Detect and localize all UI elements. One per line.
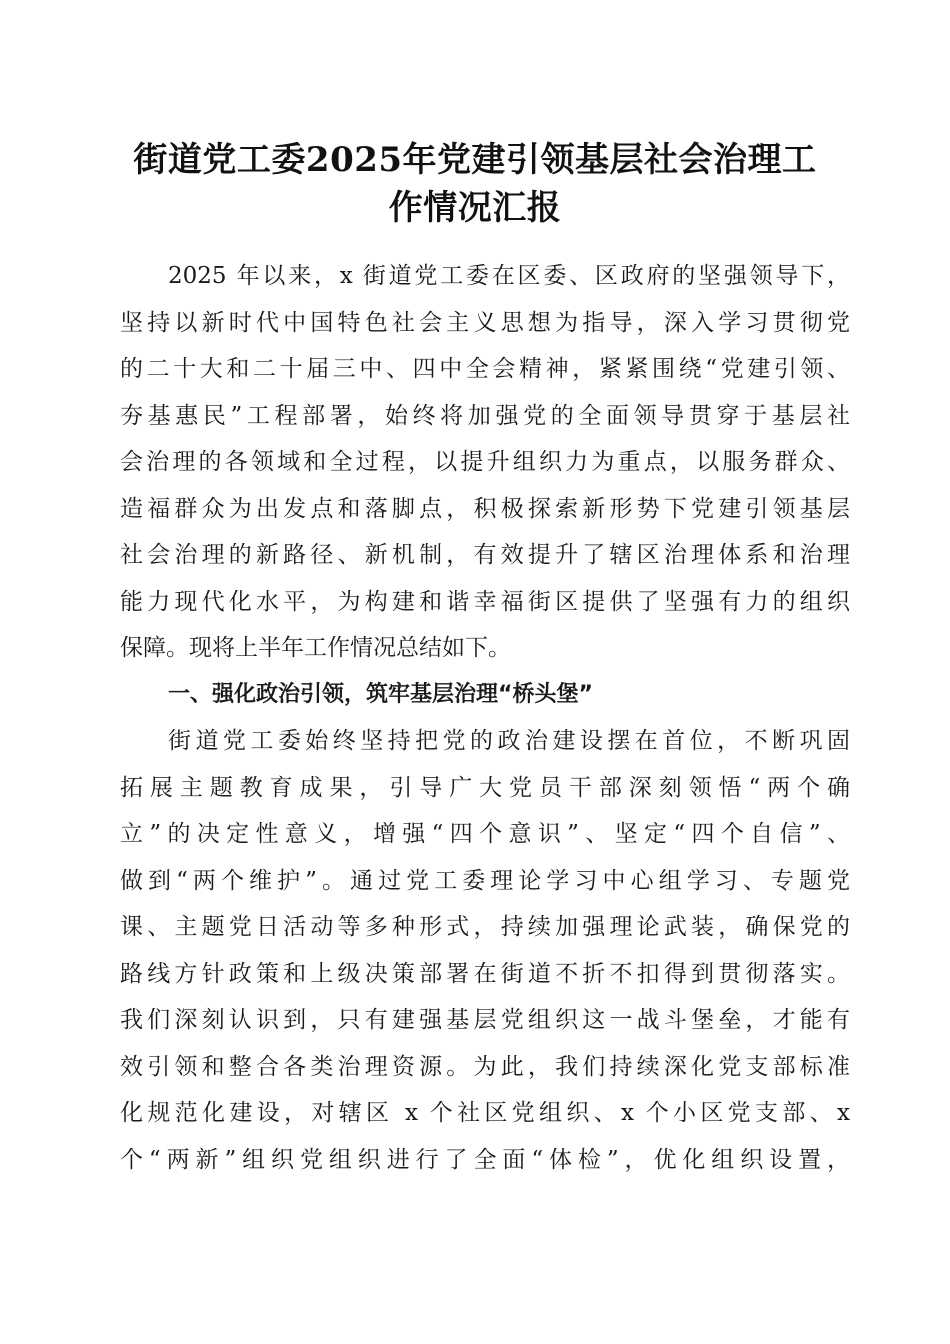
text-line: 会治理的各领域和全过程，以提升组织力为重点，以服务群众、 bbox=[120, 449, 850, 475]
text-line: 立”的决定性意义，增强“四个意识”、坚定“四个自信”、 bbox=[120, 821, 850, 847]
document-body bbox=[120, 253, 850, 1183]
text-line: 夯基惠民”工程部署，始终将加强党的全面领导贯穿于基层社 bbox=[120, 402, 850, 429]
text-line: 保障。现将上半年工作情况总结如下。 bbox=[120, 635, 511, 661]
text-line: 化规范化建设，对辖区 x 个社区党组织、x 个小区党支部、x bbox=[120, 1100, 850, 1126]
title-line: 街道党工委2025年党建引领基层社会治理工 bbox=[133, 140, 817, 180]
text-line: 路线方针政策和上级决策部署在街道不折不扣得到贯彻落实。 bbox=[120, 960, 850, 987]
text-line: 2025 年以来，x 街道党工委在区委、区政府的坚强领导下， bbox=[168, 263, 850, 289]
document-title bbox=[100, 136, 850, 232]
text-line: 拓展主题教育成果，引导广大党员干部深刻领悟“两个确 bbox=[120, 774, 850, 801]
text-line: 造福群众为出发点和落脚点，积极探索新形势下党建引领基层 bbox=[120, 495, 850, 522]
text-line: 我们深刻认识到，只有建强基层党组织这一战斗堡垒，才能有 bbox=[120, 1007, 850, 1033]
text-line: 坚持以新时代中国特色社会主义思想为指导，深入学习贯彻党 bbox=[120, 309, 850, 336]
text-line: 的二十大和二十届三中、四中全会精神，紧紧围绕“党建引领、 bbox=[120, 356, 850, 382]
text-line: 街道党工委始终坚持把党的政治建设摆在首位，不断巩固 bbox=[168, 728, 850, 754]
text-line: 社会治理的新路径、新机制，有效提升了辖区治理体系和治理 bbox=[120, 542, 850, 568]
text-line: 课、主题党日活动等多种形式，持续加强理论武装，确保党的 bbox=[120, 914, 850, 940]
text-line: 效引领和整合各类治理资源。为此，我们持续深化党支部标准 bbox=[120, 1053, 850, 1080]
text-line: 做到“两个维护”。通过党工委理论学习中心组学习、专题党 bbox=[120, 867, 850, 894]
paragraph-intro bbox=[120, 253, 850, 672]
title-line: 作情况汇报 bbox=[388, 188, 562, 228]
text-line: 能力现代化水平，为构建和谐幸福街区提供了坚强有力的组织 bbox=[120, 588, 850, 615]
text-line: 个“两新”组织党组织进行了全面“体检”，优化组织设置， bbox=[120, 1146, 850, 1173]
paragraph-section-1 bbox=[120, 718, 850, 1183]
section-heading: 一、强化政治引领，筑牢基层治理“桥头堡” bbox=[168, 681, 593, 707]
